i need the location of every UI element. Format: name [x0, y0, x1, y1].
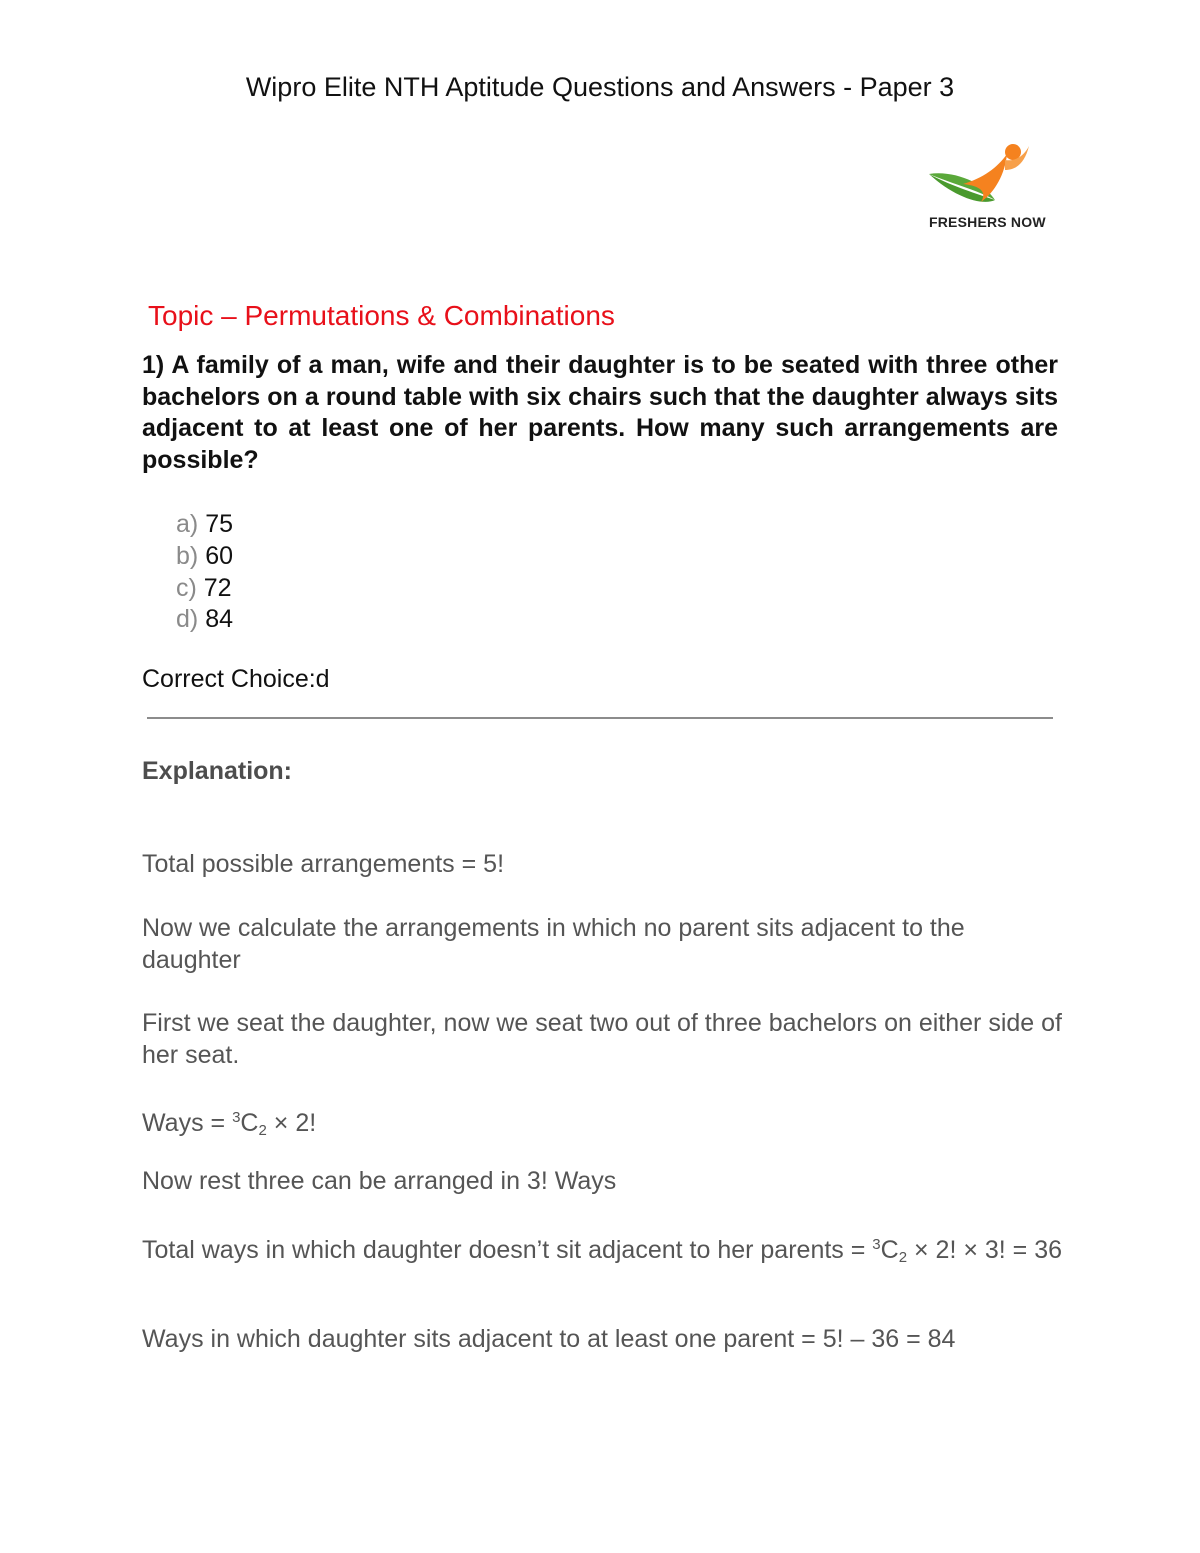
formula-subscript: 2: [898, 1249, 908, 1266]
explanation-line-5: Now rest three can be arranged in 3! Ways: [142, 1167, 617, 1195]
option-value: 84: [205, 605, 233, 634]
formula-superscript: 3: [232, 1109, 241, 1126]
formula-prefix: Ways =: [142, 1109, 233, 1137]
formula-subscript: 2: [258, 1122, 267, 1139]
option-letter: c): [176, 573, 197, 602]
option-value: 60: [205, 541, 233, 570]
explanation-line-2: Now we calculate the arrangements in which no parent sits adjacent to the daughter: [142, 914, 965, 974]
divider: [147, 717, 1053, 719]
formula-c: C: [880, 1236, 899, 1264]
explanation-line-4: [142, 1102, 1067, 1147]
option-b: [176, 541, 233, 573]
page-title: Wipro Elite NTH Aptitude Questions and Answers - Paper 3: [245, 72, 955, 102]
option-d: [176, 604, 233, 636]
option-c: [176, 573, 233, 605]
formula-c: C: [240, 1109, 259, 1137]
answer-options: [176, 509, 233, 636]
logo-text: FRESHERS NOW: [929, 214, 1046, 230]
question-text: 1) A family of a man, wife and their daughter is to be seated with three other bachelors on a round table with six chairs such that the daughter always sits adjacent to at least one of her parents. How many such arrangements are possible?: [142, 351, 1058, 474]
option-letter: d): [176, 605, 199, 634]
formula-superscript: 3: [872, 1236, 881, 1253]
correct-choice: Correct Choice:d: [142, 665, 330, 693]
formula-prefix: Total ways in which daughter doesn’t sit adjacent to her parents =: [142, 1236, 873, 1264]
formula-suffix: × 2! × 3! = 36: [907, 1236, 1063, 1264]
option-value: 75: [205, 510, 233, 538]
explanation-line-7: Ways in which daughter sits adjacent to at least one parent = 5! – 36 = 84: [142, 1325, 956, 1353]
explanation-heading: Explanation:: [142, 757, 293, 785]
formula-suffix: × 2!: [266, 1109, 317, 1137]
option-a: [176, 509, 233, 541]
logo-swoosh-icon: [925, 140, 1040, 220]
topic-heading: Topic – Permutations & Combinations: [148, 300, 615, 331]
explanation-line-1: Total possible arrangements = 5!: [142, 850, 505, 878]
option-letter: a): [176, 510, 199, 538]
option-letter: b): [176, 541, 199, 570]
explanation-line-3: First we seat the daughter, now we seat two out of three bachelors on either side of her seat.: [142, 1009, 1062, 1069]
explanation-line-6: [142, 1229, 1067, 1274]
option-value: 72: [203, 573, 232, 602]
